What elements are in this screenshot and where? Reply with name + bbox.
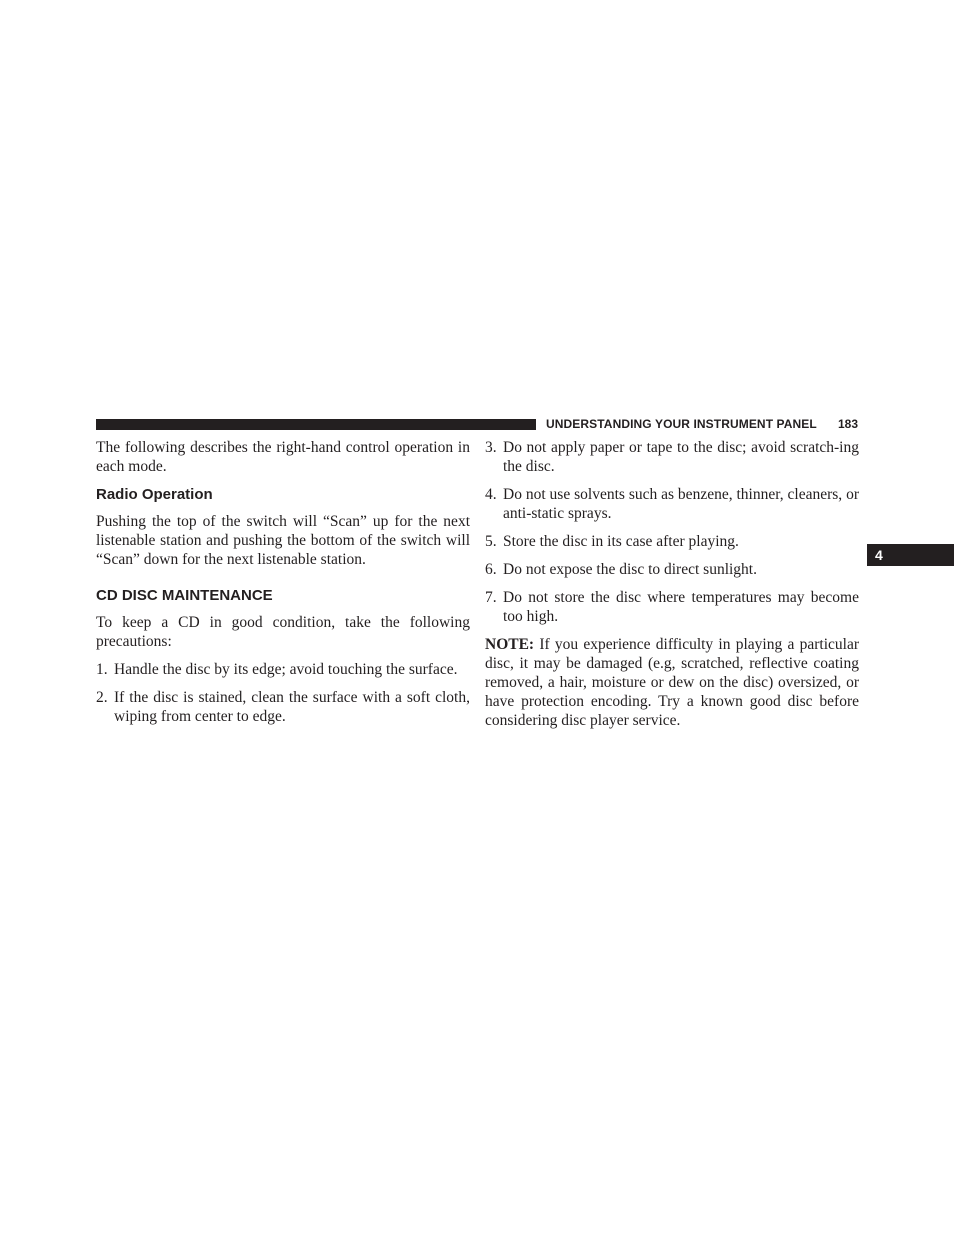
page-number: 183 — [838, 417, 859, 431]
list-item-number: 6. — [485, 561, 497, 578]
note-paragraph — [485, 635, 859, 730]
running-header-title: UNDERSTANDING YOUR INSTRUMENT PANEL — [546, 417, 817, 431]
cd-maintenance-heading: CD DISC MAINTENANCE — [96, 587, 273, 604]
header-rule — [96, 419, 536, 430]
list-item-number: 5. — [485, 533, 497, 550]
intro-paragraph: The following describes the right-hand control operation in each mode. — [96, 439, 470, 475]
list-item — [485, 532, 859, 551]
chapter-tab — [867, 544, 954, 566]
list-item-number: 2. — [96, 689, 108, 706]
list-item-text: Do not apply paper or tape to the disc; avoid scratch-ing the disc. — [503, 439, 859, 475]
list-item — [485, 560, 859, 579]
list-item — [485, 588, 859, 626]
list-item-text: Do not expose the disc to direct sunlight. — [503, 561, 757, 578]
list-item-text: Do not use solvents such as benzene, thinner, cleaners, or anti-static sprays. — [503, 486, 859, 522]
list-item-text: Store the disc in its case after playing. — [503, 533, 739, 550]
list-item — [96, 660, 470, 679]
list-item-text: Handle the disc by its edge; avoid touching the surface. — [114, 661, 458, 678]
list-item — [485, 485, 859, 523]
list-item-number: 3. — [485, 439, 497, 456]
note-text: If you experience difficulty in playing a particular disc, it may be damaged (e.g, scratched, reflective coating removed, a hair, moisture or dew on the disc) oversized, or have protection encoding. Try a known good disc before considering disc player service. — [485, 636, 859, 729]
list-item — [96, 688, 470, 726]
list-item-number: 4. — [485, 486, 497, 503]
note-label: NOTE: — [485, 636, 535, 653]
list-item-text: Do not store the disc where temperatures may become too high. — [503, 589, 859, 625]
radio-operation-heading: Radio Operation — [96, 486, 213, 503]
list-item-number: 7. — [485, 589, 497, 606]
chapter-tab-label: 4 — [875, 547, 883, 563]
right-column — [485, 438, 859, 730]
cd-intro-paragraph: To keep a CD in good condition, take the following precautions: — [96, 614, 470, 650]
list-item-number: 1. — [96, 661, 108, 678]
list-item-text: If the disc is stained, clean the surface with a soft cloth, wiping from center to edge. — [114, 689, 470, 725]
left-column — [96, 438, 470, 735]
radio-operation-paragraph: Pushing the top of the switch will “Scan” up for the next listenable station and pushing the bottom of the switch will “Scan” down for the next listenable station. — [96, 513, 470, 568]
list-item — [485, 438, 859, 476]
